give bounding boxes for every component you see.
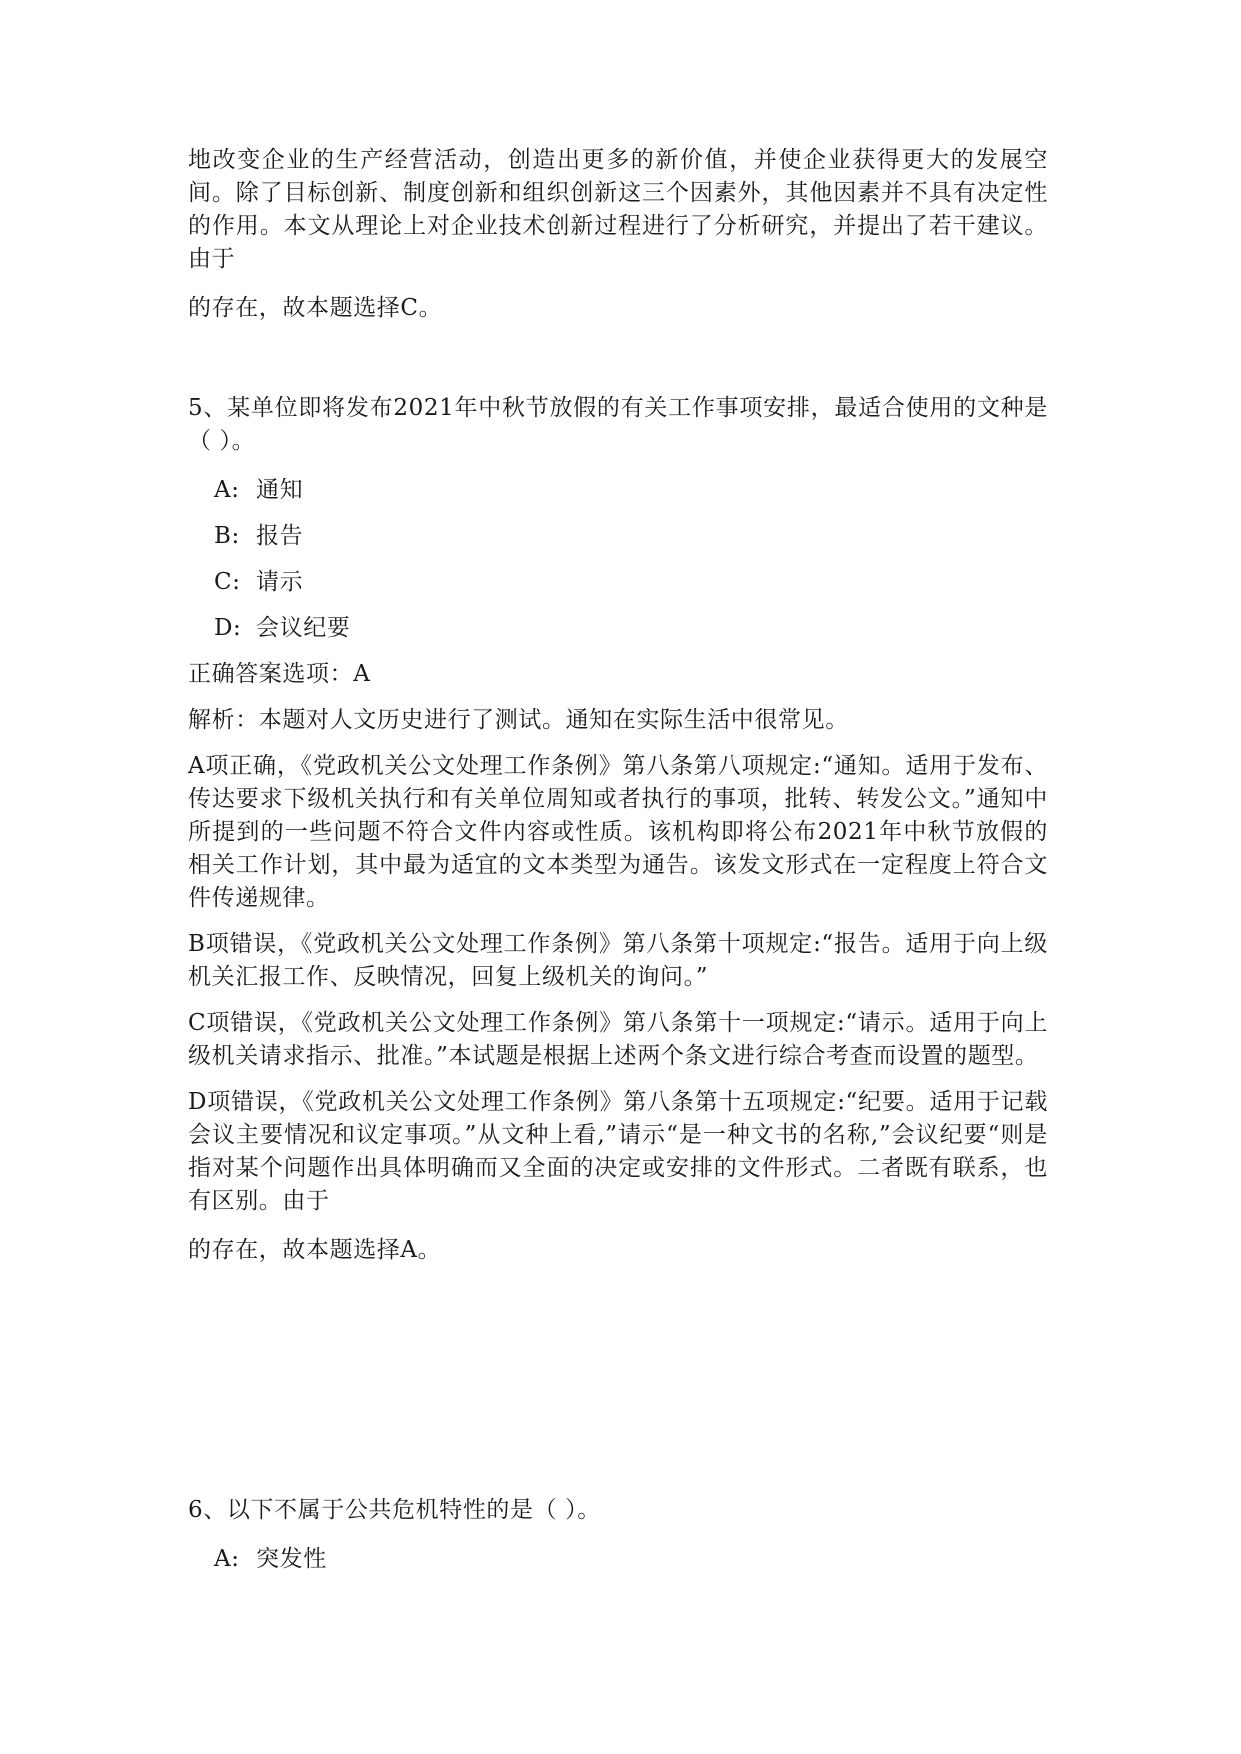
analysis-intro: 解析：本题对人文历史进行了测试。通知在实际生活中很常见。	[188, 707, 849, 733]
option-key: C:	[214, 569, 241, 595]
explanation-c: C项错误，《党政机关公文处理工作条例》第八条第十一项规定:“请示。适用于向上级机关请求指示、批准。”本试题是根据上述两个条文进行综合考查而设置的题型。	[188, 1010, 1048, 1069]
conclusion: 的存在，故本题选择A。	[188, 1237, 442, 1263]
option-text: 通知	[256, 477, 304, 503]
question-stem: 5、某单位即将发布2021年中秋节放假的有关工作事项安排，最适合使用的文种是（ ）。	[188, 395, 1048, 454]
explanation-a: A项正确，《党政机关公文处理工作条例》第八条第八项规定:“通知。适用于发布、传达要求下级机关执行和有关单位周知或者执行的事项，批转、转发公文。”通知中所提到的一些问题不符合文件内容或性质。该机构即将公布2021年中秋节放假的相关工作计划，其中最为适宜的文本类型为通告。该发文形式在一定程度上符合文件传递规律。	[188, 753, 1048, 911]
prev-conclusion: 的存在，故本题选择C。	[188, 295, 443, 321]
option-c	[188, 566, 1048, 599]
options-list	[188, 474, 1048, 645]
correct-answer: 正确答案选项：A	[188, 661, 371, 687]
option-key: D:	[214, 615, 242, 641]
option-a	[188, 474, 1048, 507]
option-key: A:	[214, 1546, 240, 1572]
option-a	[188, 1543, 1048, 1576]
option-text: 会议纪要	[256, 615, 351, 641]
question-6	[188, 1494, 1048, 1576]
previous-question-tail	[188, 144, 1048, 325]
option-d	[188, 612, 1048, 645]
option-text: 报告	[256, 523, 304, 549]
option-text: 突发性	[256, 1546, 327, 1572]
option-text: 请示	[256, 569, 304, 595]
explanation-b: B项错误，《党政机关公文处理工作条例》第八条第十项规定:“报告。适用于向上级机关汇报工作、反映情况，回复上级机关的询问。”	[188, 931, 1048, 990]
option-key: B:	[214, 523, 240, 549]
question-stem: 6、以下不属于公共危机特性的是（ ）。	[188, 1497, 601, 1523]
prev-analysis-paragraph: 地改变企业的生产经营活动，创造出更多的新价值，并使企业获得更大的发展空间。除了目标创新、制度创新和组织创新这三个因素外，其他因素并不具有决定性的作用。本文从理论上对企业技术创新过程进行了分析研究，并提出了若干建议。由于	[188, 147, 1048, 272]
option-key: A:	[214, 477, 240, 503]
options-list	[188, 1543, 1048, 1576]
option-b	[188, 520, 1048, 553]
question-5	[188, 392, 1048, 1267]
explanation-d: D项错误，《党政机关公文处理工作条例》第八条第十五项规定:“纪要。适用于记载会议主要情况和议定事项。”从文种上看,”请示“是一种文书的名称,”会议纪要“则是指对某个问题作出具体明确而又全面的决定或安排的文件形式。二者既有联系，也有区别。由于	[188, 1089, 1048, 1214]
